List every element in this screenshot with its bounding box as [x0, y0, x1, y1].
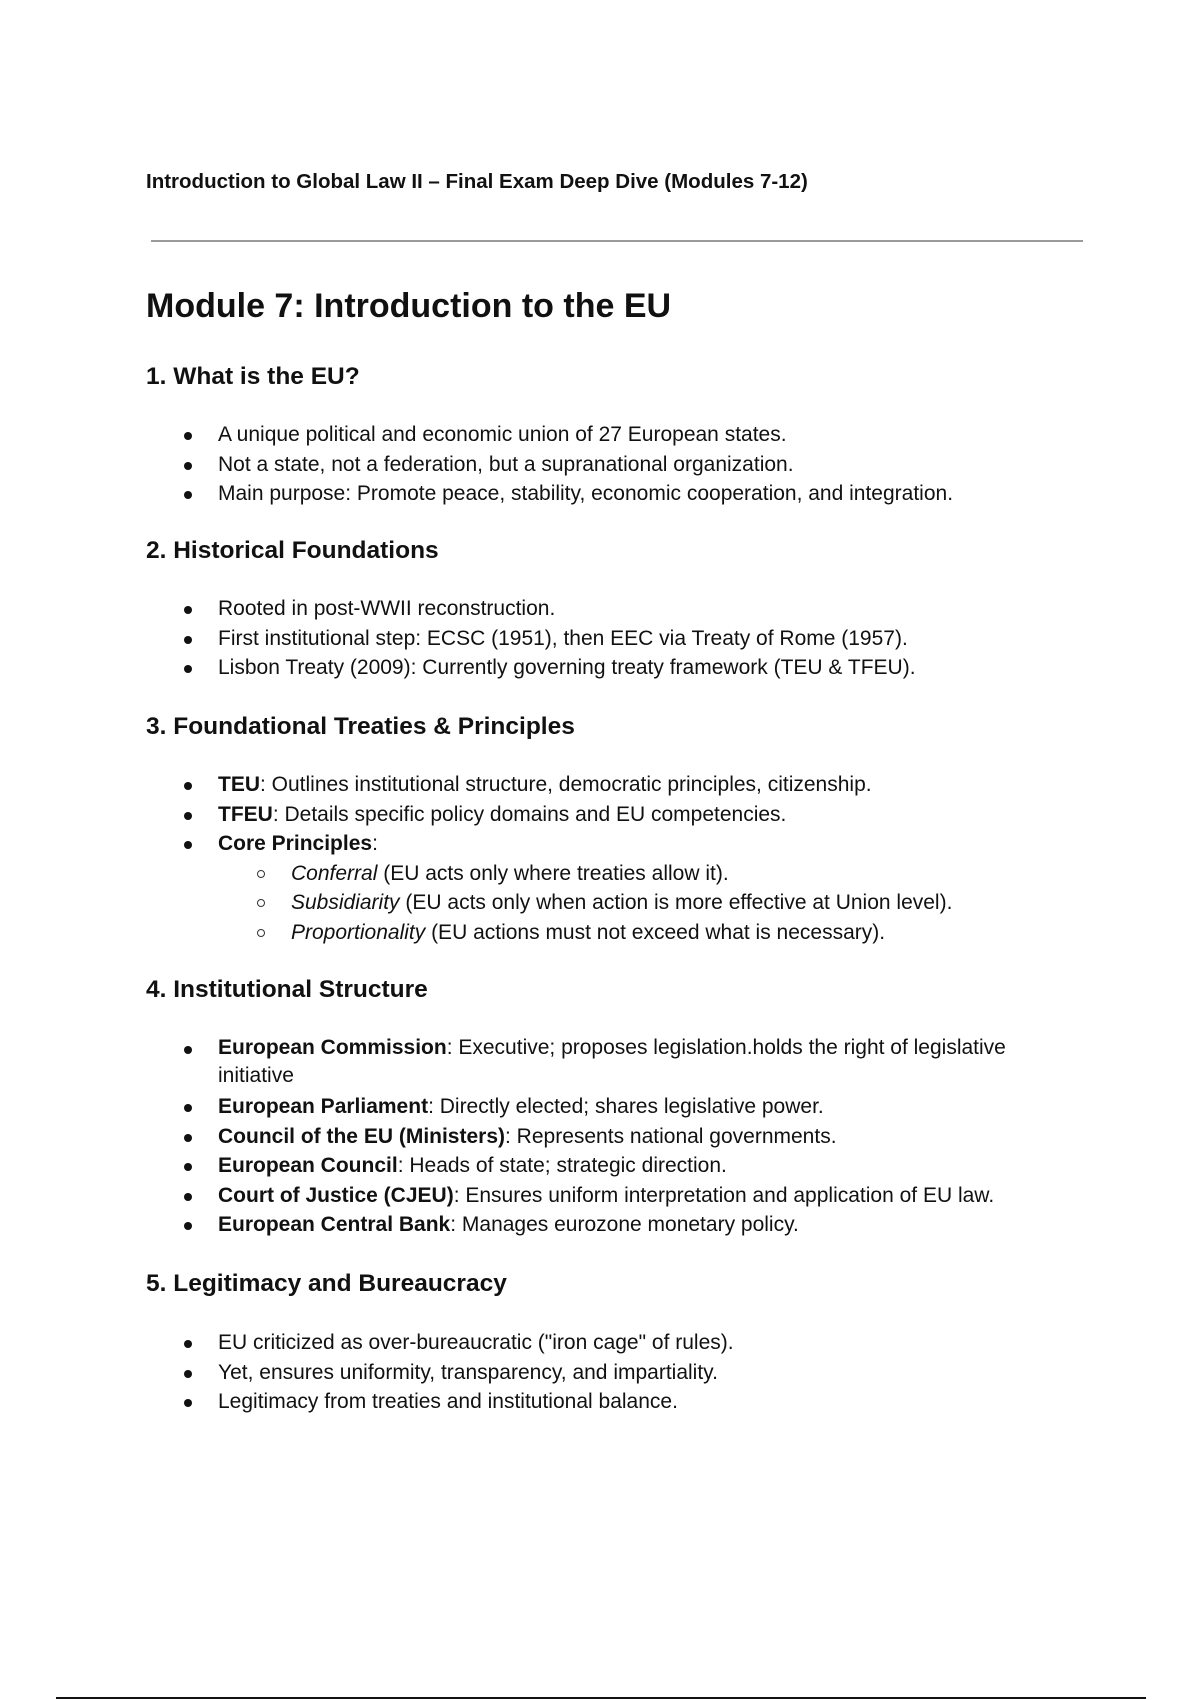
section-heading-historical-foundations: 2. Historical Foundations: [146, 537, 439, 564]
sub-list-item: Subsidiarity (EU acts only when action is more effective at Union level).: [0, 888, 1058, 918]
page-bottom-divider: [56, 1697, 1146, 1699]
hollow-bullet-icon: [257, 929, 265, 937]
list-item: Council of the EU (Ministers): Represents national governments.: [0, 1122, 1058, 1152]
bullet-icon: [184, 1104, 192, 1112]
bullet-icon: [184, 491, 192, 499]
list-item: A unique political and economic union of 27 European states.: [0, 420, 1058, 450]
list-item: European Central Bank: Manages eurozone monetary policy.: [0, 1210, 1058, 1240]
module-heading: Module 7: Introduction to the EU: [146, 287, 672, 325]
bullet-icon: [184, 1163, 192, 1171]
bullet-icon: [184, 1193, 192, 1201]
bullet-list-legitimacy-bureaucracy: [0, 1328, 1058, 1417]
bullet-list-institutional-structure: [0, 1034, 1058, 1240]
bullet-icon: [184, 1222, 192, 1230]
list-item: Court of Justice (CJEU): Ensures uniform interpretation and application of EU law.: [0, 1181, 1058, 1211]
list-item: Core Principles:: [0, 829, 1058, 859]
document-title: Introduction to Global Law II – Final Exam Deep Dive (Modules 7-12): [146, 170, 808, 193]
sub-list-item: Proportionality (EU actions must not exceed what is necessary).: [0, 918, 1058, 948]
bullet-icon: [184, 636, 192, 644]
list-item: Legitimacy from treaties and institutional balance.: [0, 1387, 1058, 1417]
bullet-icon: [184, 462, 192, 470]
bullet-list-what-is-eu: [0, 420, 1058, 509]
list-item: EU criticized as over-bureaucratic ("iron cage" of rules).: [0, 1328, 1058, 1358]
list-item: Not a state, not a federation, but a supranational organization.: [0, 450, 1058, 480]
bullet-icon: [184, 1340, 192, 1348]
list-item: TFEU: Details specific policy domains and EU competencies.: [0, 800, 1058, 830]
sub-list-item: Conferral (EU acts only where treaties allow it).: [0, 859, 1058, 889]
list-item: European Council: Heads of state; strategic direction.: [0, 1151, 1058, 1181]
bullet-icon: [184, 1134, 192, 1142]
section-heading-legitimacy-bureaucracy: 5. Legitimacy and Bureaucracy: [146, 1270, 507, 1297]
bullet-icon: [184, 1046, 192, 1054]
title-divider: [151, 240, 1083, 242]
list-item: TEU: Outlines institutional structure, democratic principles, citizenship.: [0, 770, 1058, 800]
bullet-icon: [184, 432, 192, 440]
list-item: Rooted in post-WWII reconstruction.: [0, 594, 1058, 624]
bullet-list-treaties-principles: [0, 770, 1058, 947]
list-item: European Commission: Executive; proposes legislation.holds the right of legislative initiative: [0, 1034, 1058, 1090]
list-item: Yet, ensures uniformity, transparency, and impartiality.: [0, 1358, 1058, 1388]
section-heading-institutional-structure: 4. Institutional Structure: [146, 976, 428, 1003]
bullet-list-historical-foundations: [0, 594, 1058, 683]
list-item: European Parliament: Directly elected; shares legislative power.: [0, 1092, 1058, 1122]
hollow-bullet-icon: [257, 870, 265, 878]
list-item: First institutional step: ECSC (1951), then EEC via Treaty of Rome (1957).: [0, 624, 1058, 654]
bullet-icon: [184, 782, 192, 790]
bullet-icon: [184, 812, 192, 820]
bullet-icon: [184, 1370, 192, 1378]
hollow-bullet-icon: [257, 899, 265, 907]
section-heading-treaties-principles: 3. Foundational Treaties & Principles: [146, 713, 575, 740]
bullet-icon: [184, 1399, 192, 1407]
bullet-icon: [184, 665, 192, 673]
list-item: Lisbon Treaty (2009): Currently governing treaty framework (TEU & TFEU).: [0, 653, 1058, 683]
list-item: Main purpose: Promote peace, stability, economic cooperation, and integration.: [0, 479, 1058, 509]
section-heading-what-is-eu: 1. What is the EU?: [146, 363, 360, 390]
bullet-icon: [184, 606, 192, 614]
bullet-icon: [184, 841, 192, 849]
